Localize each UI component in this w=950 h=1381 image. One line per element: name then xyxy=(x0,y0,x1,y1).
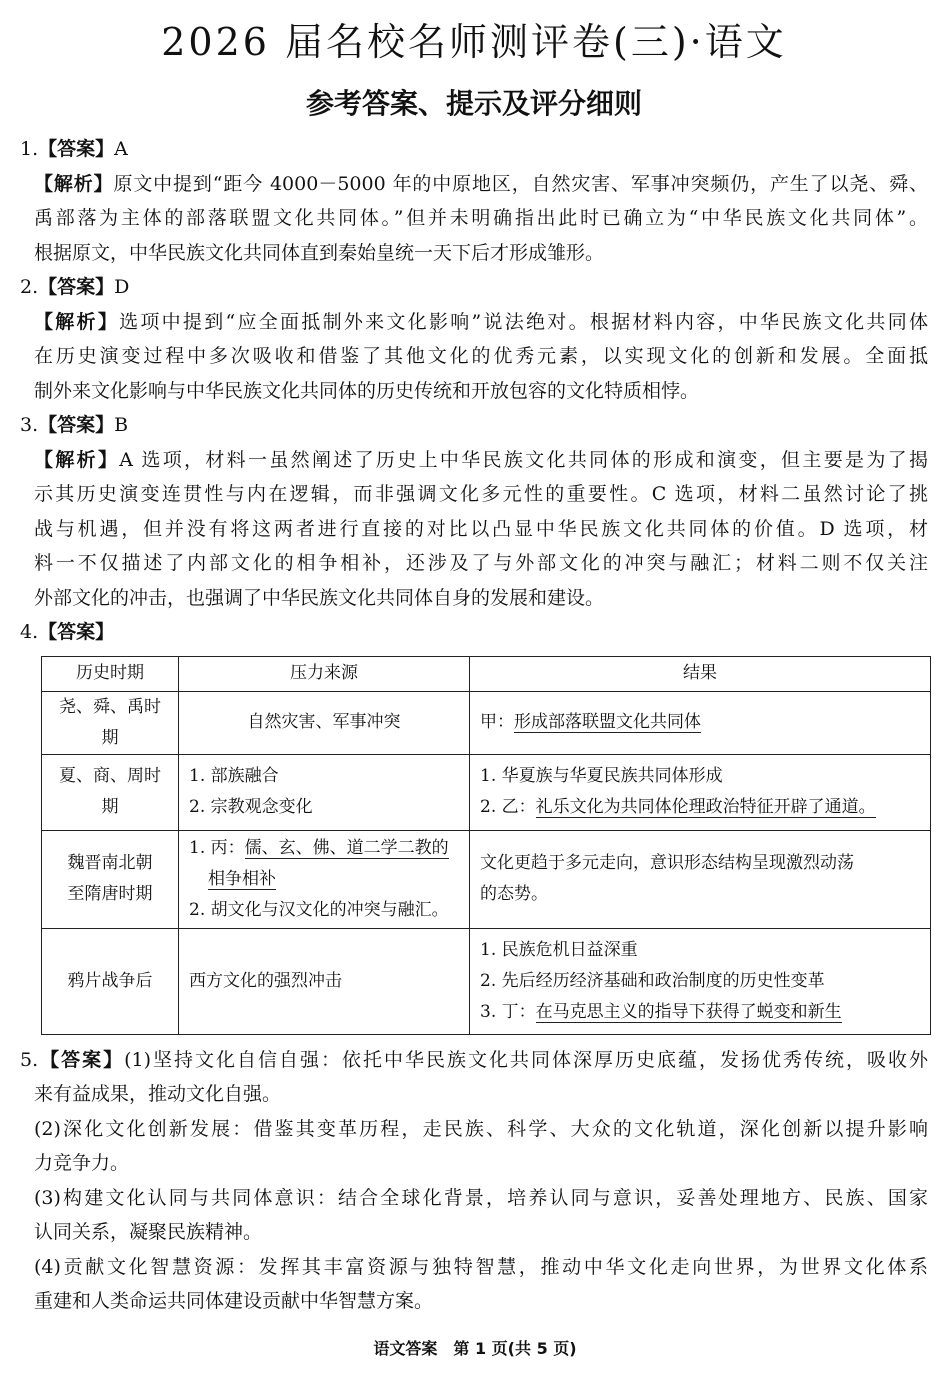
q2-number: 2. xyxy=(20,276,39,298)
q1-analysis-line-2: 禹部落为主体的部落联盟文化共同体。”但并未明确指出此时已确立为“中华民族文化共同体”。 xyxy=(34,207,928,229)
q5-line-3: (2)深化文化创新发展：借鉴其变革历程，走民族、科学、大众的文化轨道，深化创新以提升影响 xyxy=(34,1117,928,1140)
q4-answer-line: 4.【答案】 xyxy=(20,621,115,643)
q5-line-4: 力竞争力。 xyxy=(34,1152,130,1174)
q4-number: 4. xyxy=(20,621,39,643)
q3-number: 3. xyxy=(20,414,39,436)
answer-underline: 儒、玄、佛、道二学二教的 xyxy=(244,837,449,858)
header-result: 结果 xyxy=(470,656,931,691)
q2-analysis-line-1: 【解析】选项中提到“应全面抵制外来文化影响”说法绝对。根据材料内容，中华民族文化共同体 xyxy=(34,310,928,333)
q5-line-7: (4)贡献文化智慧资源：发挥其丰富资源与独特智慧，推动中华文化走向世界，为世界文化体系 xyxy=(34,1255,928,1278)
answer-underline: 形成部落联盟文化共同体 xyxy=(514,712,701,732)
header-source: 压力来源 xyxy=(179,656,470,691)
page-title: 2026 届名校名师测评卷(三)·语文 xyxy=(161,20,787,64)
q3-analysis-line-2: 示其历史演变连贯性与内在逻辑，而非强调文化多元性的重要性。C 选项，材料二虽然讨论了挑 xyxy=(34,483,928,505)
q5-line-2: 来有益成果，推动文化自强。 xyxy=(34,1083,282,1105)
q1-number: 1. xyxy=(20,138,39,160)
q3-analysis-line-5: 外部文化的冲击，也强调了中华民族文化共同体自身的发展和建设。 xyxy=(34,586,605,609)
q3-analysis-line-1: 【解析】A 选项，材料一虽然阐述了历史上中华民族文化共同体的形成和演变，但主要是为了揭 xyxy=(34,448,928,471)
q5-line-6: 认同关系，凝聚民族精神。 xyxy=(34,1221,263,1243)
page-footer: 语文答案 第 1 页(共 5 页) xyxy=(373,1339,577,1358)
q1-analysis-line-3: 根据原文，中华民族文化共同体直到秦始皇统一天下后才形成雏形。 xyxy=(34,241,605,264)
q2-answer-line: 2.【答案】D xyxy=(20,276,130,298)
q5-line-8: 重建和人类命运共同体建设贡献中华智慧方案。 xyxy=(34,1290,434,1312)
q2-analysis-line-2: 在历史演变过程中多次吸收和借鉴了其他文化的优秀元素，以实现文化的创新和发展。全面抵 xyxy=(34,345,928,367)
table-row: 鸦片战争后 西方文化的强烈冲击 1. 民族危机日益深重 2. 先后经历经济基础和政治制度的历史性变革 3. 丁：在马克思主义的指导下获得了蜕变和新生 xyxy=(42,928,931,1034)
table-row: 尧、舜、禹时期 自然灾害、军事冲突 甲：形成部落联盟文化共同体 xyxy=(42,691,931,754)
q3-analysis-line-3: 战与机遇，但并没有将这两者进行直接的对比以凸显中华民族文化共同体的价值。D 选项，材 xyxy=(34,517,928,540)
q1-answer-line xyxy=(20,132,928,167)
q2-analysis-line-3: 制外来文化影响与中华民族文化共同体的历史传统和开放包容的文化特质相悖。 xyxy=(34,379,700,402)
table-row: 夏、商、周时期 1. 部族融合 2. 宗教观念变化 1. 华夏族与华夏民族共同体形成 2. 乙：礼乐文化为共同体伦理政治特征开辟了通道。 xyxy=(42,754,931,830)
table-header-row xyxy=(42,656,931,691)
q3-answer: B xyxy=(114,414,129,436)
answer-underline: 礼乐文化为共同体伦理政治特征开辟了通道。 xyxy=(535,797,876,817)
answer-underline: 相争相补 xyxy=(208,868,276,889)
header-period: 历史时期 xyxy=(42,656,179,691)
answer-underline: 在马克思主义的指导下获得了蜕变和新生 xyxy=(535,1001,842,1022)
q5-line-5: (3)构建文化认同与共同体意识：结合全球化背景，培养认同与意识，妥善处理地方、民族、国家 xyxy=(34,1186,928,1209)
q3-analysis-line-4: 料一不仅描述了内部文化的相争相补，还涉及了与外部文化的冲突与融汇；材料二则不仅关注 xyxy=(34,552,928,574)
history-table xyxy=(41,656,931,1035)
q3-answer-line: 3.【答案】B xyxy=(20,414,129,436)
q5-number: 5. xyxy=(20,1048,39,1071)
q1-answer-label: 【答案】 xyxy=(38,138,115,160)
table-row: 魏晋南北朝 至隋唐时期 1. 丙：儒、玄、佛、道二学二教的 相争相补 2. 胡文化与汉文化的冲突与融汇。 文化更趋于多元走向，意识形态结构呈现激烈动荡 的态势。 xyxy=(42,830,931,928)
q1-analysis-line-1: 【解析】原文中提到“距今 4000－5000 年的中原地区，自然灾害、军事冲突频仍，产生了以尧、舜、 xyxy=(34,172,928,195)
q5-answer-line: 5.【答案】(1)坚持文化自信自强：依托中华民族文化共同体深厚历史底蕴，发扬优秀传统，吸收外 xyxy=(20,1048,928,1071)
q1-answer: A xyxy=(114,138,128,160)
q2-answer: D xyxy=(114,276,130,298)
page-subtitle: 参考答案、提示及评分细则 xyxy=(305,87,642,120)
